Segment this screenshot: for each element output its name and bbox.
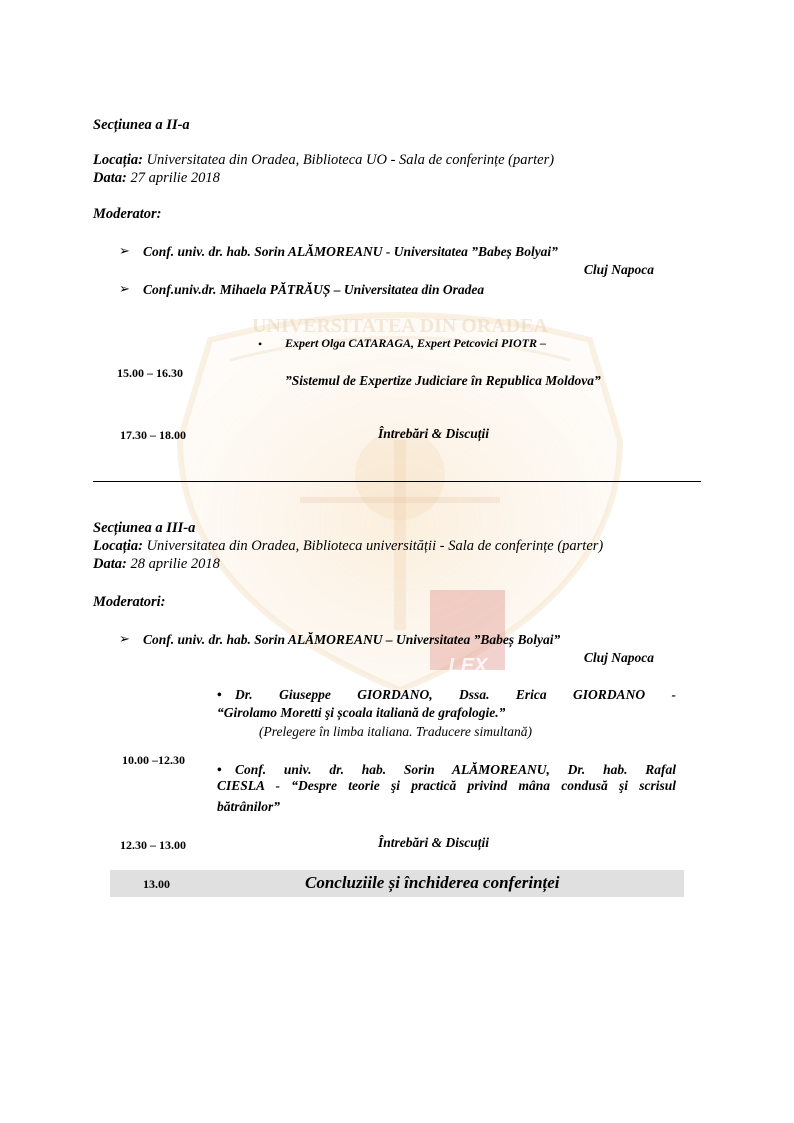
section2-location: [93, 152, 554, 169]
arrow-bullet-icon: ➢: [119, 631, 130, 646]
section3-talk-1-line1: [217, 687, 676, 703]
section3-moderator-label: Moderatori:: [93, 594, 166, 610]
bullet-icon: •: [258, 337, 263, 351]
section3-moderator-1-city: Cluj Napoca: [583, 650, 654, 665]
watermark-university-text: UNIVERSITATEA DIN ORADEA: [252, 315, 548, 337]
section3-date-label: Data:: [93, 556, 127, 572]
section2-location-label: Locația:: [93, 152, 143, 168]
section3-session-time: 10.00 –12.30: [122, 753, 185, 767]
section-divider: [93, 481, 701, 482]
section3-talk-2-line2: CIESLA - “Despre teorie şi practică privind mâna condusă şi scrisul: [217, 778, 676, 793]
bullet-icon: •: [217, 687, 222, 702]
section3-location-value: Universitatea din Oradea, Biblioteca universității - Sala de conferințe (parter): [146, 538, 604, 554]
section3-talk-1-speakers: Dr. Giuseppe GIORDANO, Dssa. Erica GIORDANO -: [235, 687, 676, 702]
section3-qa-text: Întrebări & Discuții: [378, 835, 490, 850]
section2-title: Secțiunea a II-a: [93, 117, 190, 133]
section2-session-speakers: Expert Olga CATARAGA, Expert Petcovici PIOTR –: [285, 336, 546, 350]
section3-moderator-1: Conf. univ. dr. hab. Sorin ALĂMOREANU – Universitatea ”Babeș Bolyai”: [143, 632, 561, 647]
section3-location: [93, 538, 603, 555]
section3-talk-2-line3: bătrânilor”: [217, 799, 281, 814]
section2-date-value: 27 aprilie 2018: [130, 170, 220, 186]
closing-text: Concluziile și închiderea conferinței: [305, 873, 560, 892]
section3-talk-1: [217, 687, 676, 703]
section2-moderator-label: Moderator:: [93, 206, 162, 222]
section2-location-value: Universitatea din Oradea, Biblioteca UO - Sala de conferințe (parter): [146, 152, 555, 168]
bullet-icon: •: [217, 762, 222, 777]
section3-date-value: 28 aprilie 2018: [130, 556, 220, 572]
section3-title: Secțiunea a III-a: [93, 520, 196, 536]
section2-moderator-1-city: Cluj Napoca: [583, 262, 654, 277]
section2-date-label: Data:: [93, 170, 127, 186]
watermark-book-text: LEX: [448, 655, 488, 677]
section2-qa-text: Întrebări & Discuții: [378, 426, 490, 441]
section3-talk-2: [217, 762, 676, 794]
section3-location-label: Locația:: [93, 538, 143, 554]
arrow-bullet-icon: ➢: [119, 243, 130, 258]
section2-session-talk: ”Sistemul de Expertize Judiciare în Republica Moldova”: [285, 373, 601, 388]
section2-moderator-1: Conf. univ. dr. hab. Sorin ALĂMOREANU - Universitatea ”Babeș Bolyai”: [143, 244, 558, 259]
section2-moderator-2: Conf.univ.dr. Mihaela PĂTRĂUȘ – Universitatea din Oradea: [143, 282, 485, 297]
closing-time: 13.00: [143, 877, 170, 891]
section3-talk-1-title: “Girolamo Moretti şi școala italiană de grafologie.”: [217, 705, 506, 720]
section2-date: [93, 170, 220, 187]
section3-talk-2-speakers: Conf. univ. dr. hab. Sorin ALĂMOREANU, Dr. hab. Rafal: [235, 762, 676, 777]
section3-talk-1-note: (Prelegere în limba italiana. Traducere simultană): [259, 724, 532, 739]
section3-talk-2-line1: [217, 762, 676, 778]
section3-qa-time: 12.30 – 13.00: [120, 838, 186, 852]
arrow-bullet-icon: ➢: [119, 281, 130, 296]
section2-qa-time: 17.30 – 18.00: [120, 428, 186, 442]
section2-session-time: 15.00 – 16.30: [117, 366, 183, 380]
section3-date: [93, 556, 220, 573]
